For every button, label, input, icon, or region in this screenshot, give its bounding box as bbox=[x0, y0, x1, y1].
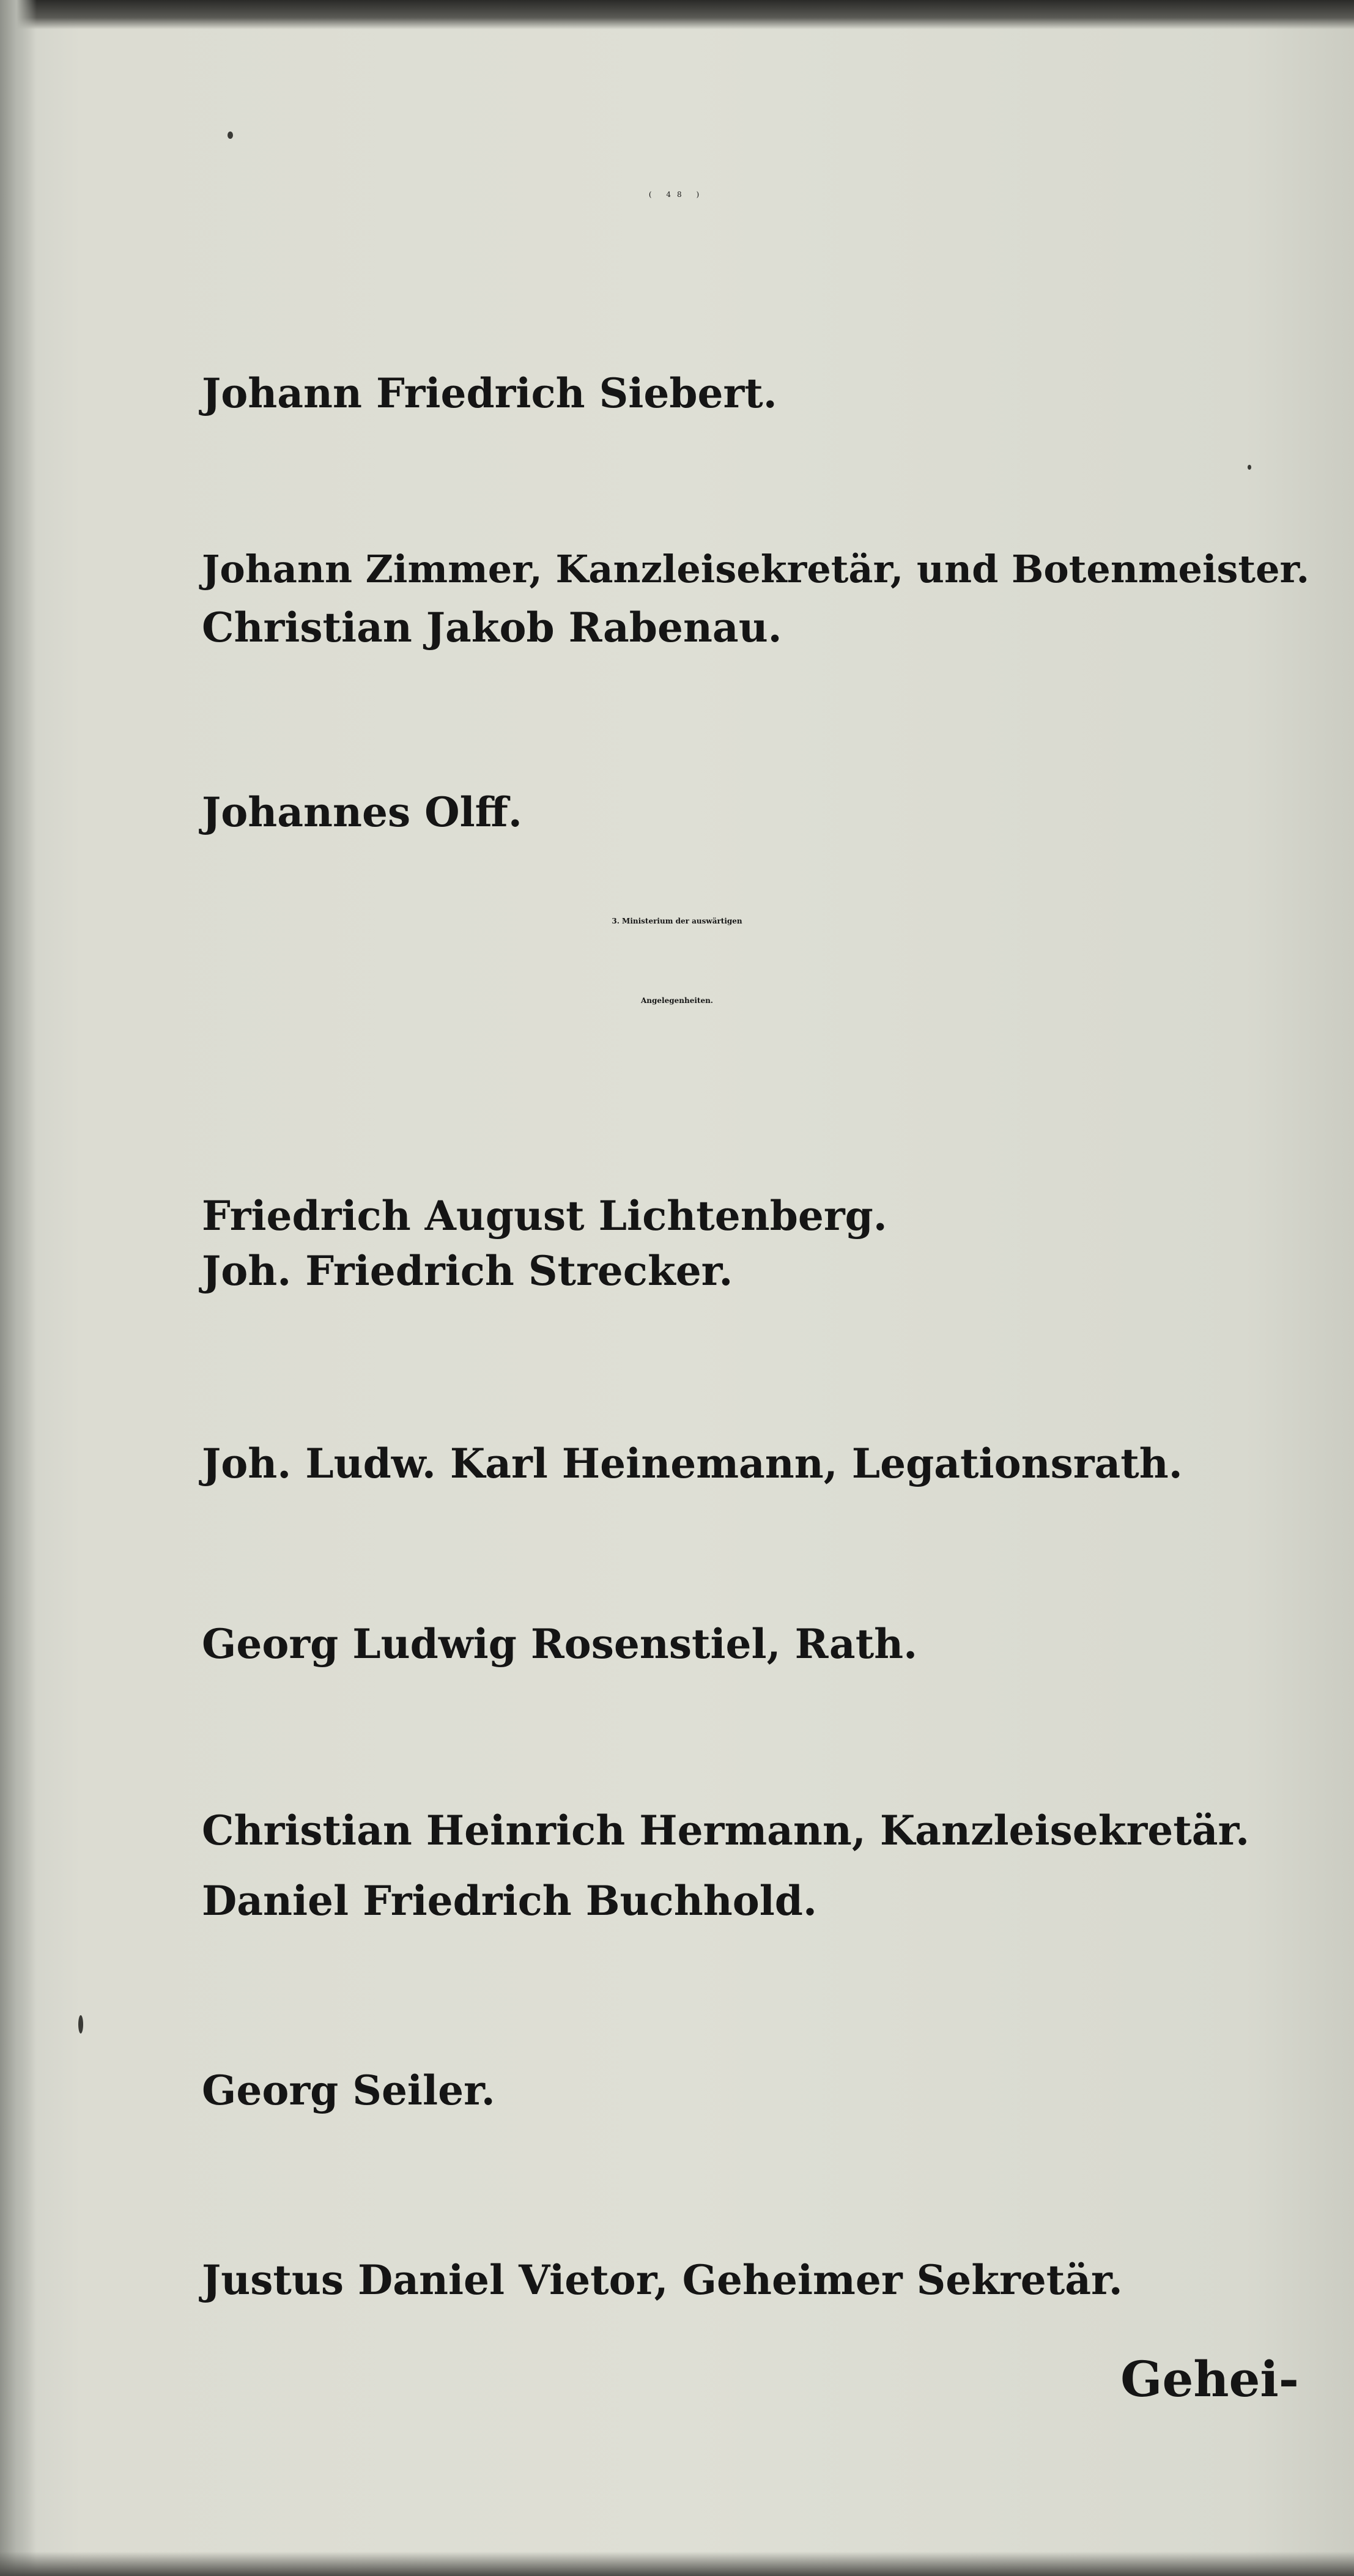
page-number: ( 48 ) bbox=[648, 190, 706, 199]
page-bottom-shadow bbox=[0, 2552, 1354, 2576]
ministry-heading: Angelegenheiten. bbox=[640, 996, 713, 1005]
entry-line: Daniel Friedrich Buchhold. bbox=[202, 1877, 817, 1925]
entry-line: Johann Zimmer, Kanzleisekretär, und Botenmeister. bbox=[202, 547, 1310, 591]
entry-line: Johannes Olff. bbox=[202, 788, 522, 836]
entry-line: Georg Ludwig Rosenstiel, Rath. bbox=[202, 1620, 918, 1668]
catchword: Gehei- bbox=[1120, 2350, 1299, 2408]
entry-line: Christian Jakob Rabenau. bbox=[202, 604, 782, 651]
page-gutter-shadow bbox=[0, 0, 37, 2576]
paper-speck bbox=[228, 131, 233, 139]
paper-speck bbox=[1248, 465, 1251, 470]
entry-line: Georg Seiler. bbox=[202, 2067, 495, 2114]
page-top-shadow bbox=[0, 0, 1354, 29]
paper-speck bbox=[78, 2015, 83, 2034]
entry-line: Friedrich August Lichtenberg. bbox=[202, 1192, 887, 1240]
entry-line: Justus Daniel Vietor, Geheimer Sekretär. bbox=[202, 2256, 1123, 2304]
entry-line: Johann Friedrich Siebert. bbox=[202, 369, 777, 417]
entry-line: Joh. Friedrich Strecker. bbox=[202, 1247, 733, 1295]
ministry-heading: 3. Ministerium der auswärtigen bbox=[612, 917, 742, 925]
entry-line: Christian Heinrich Hermann, Kanzleisekretär. bbox=[202, 1807, 1250, 1854]
entry-line: Joh. Ludw. Karl Heinemann, Legationsrath. bbox=[202, 1440, 1183, 1487]
